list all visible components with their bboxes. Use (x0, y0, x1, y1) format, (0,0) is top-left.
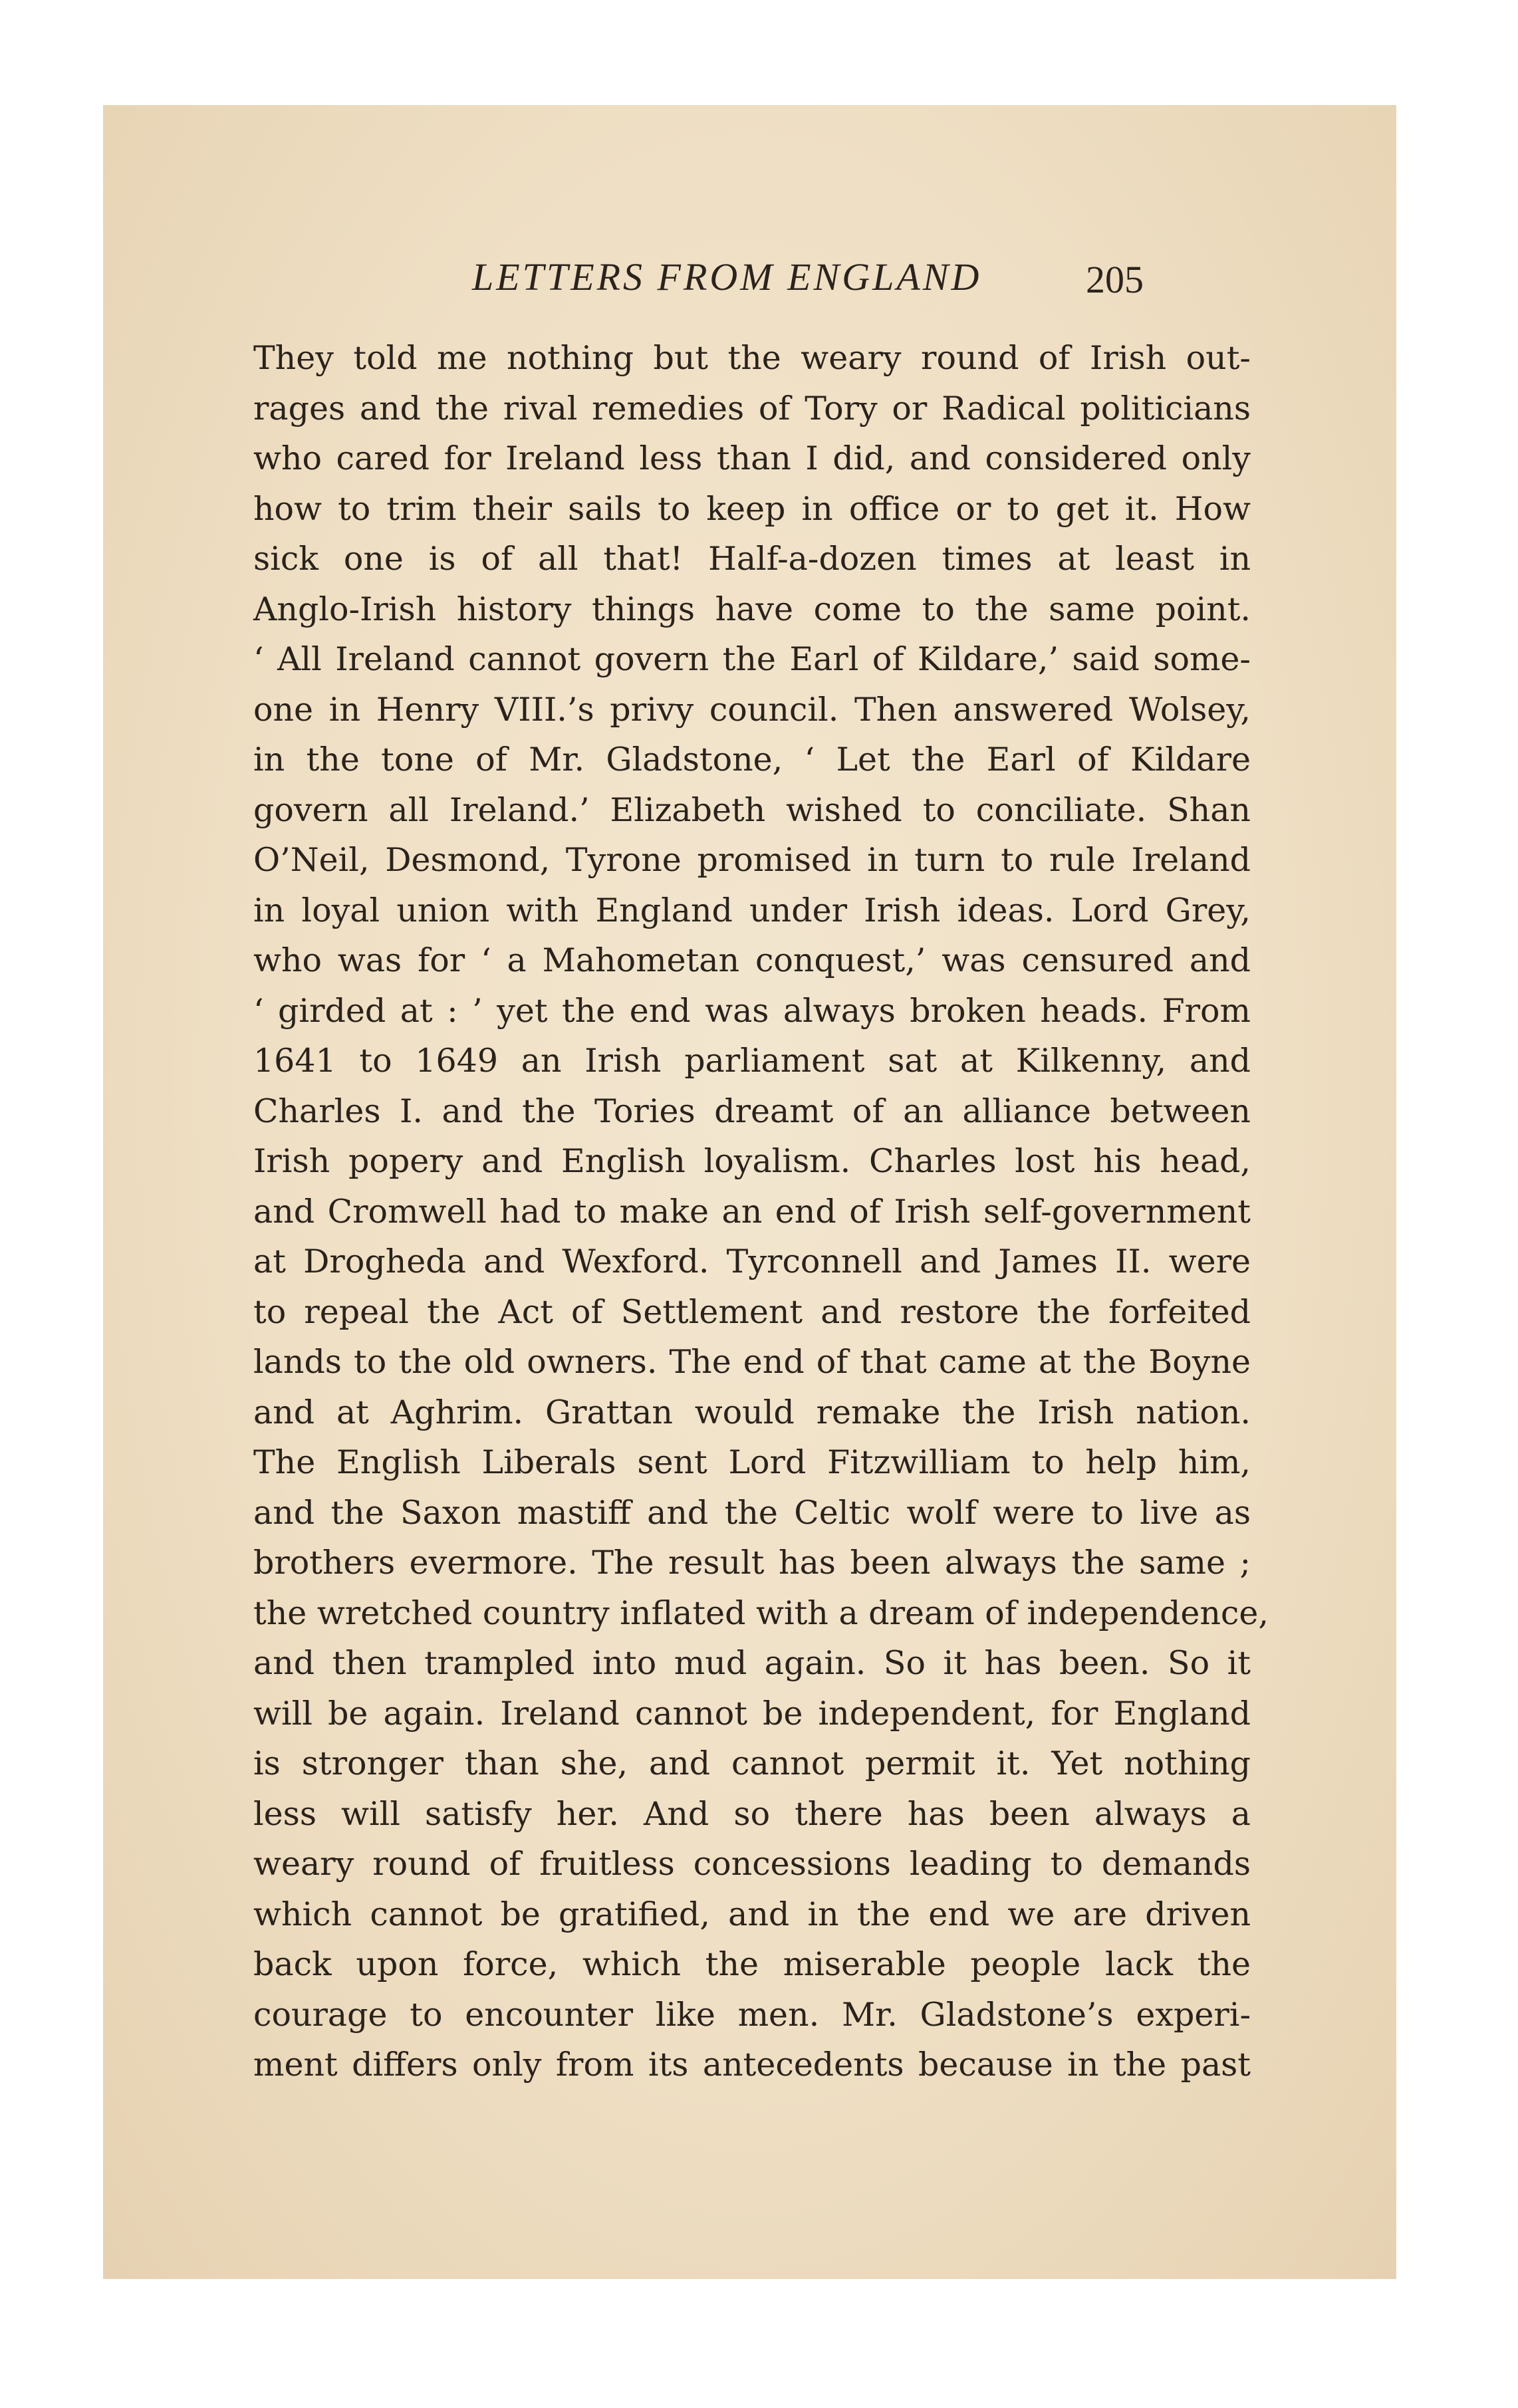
text-line: in the tone of Mr. Gladstone, ‘ Let the Earl of Kildare (253, 741, 1251, 779)
text-line: and at Aghrim. Grattan would remake the Irish nation. (253, 1393, 1251, 1431)
text-line: govern all Ireland.’ Elizabeth wished to conciliate. Shan (253, 790, 1251, 829)
text-line: ‘ girded at : ’ yet the end was always broken heads. From (253, 991, 1251, 1030)
text-line: Anglo-Irish history things have come to the same point. (253, 590, 1251, 628)
text-line: one in Henry VIII.’s privy council. Then answered Wolsey, (253, 690, 1251, 729)
text-line: and the Saxon mastiff and the Celtic wolf were to live as (253, 1493, 1251, 1532)
text-line: 1641 to 1649 an Irish parliament sat at Kilkenny, and (253, 1042, 1251, 1080)
text-line: rages and the rival remedies of Tory or Radical politicians (253, 389, 1251, 427)
text-line: ‘ All Ireland cannot govern the Earl of Kildare,’ said some- (253, 640, 1251, 678)
text-line: Charles I. and the Tories dreamt of an alliance between (253, 1092, 1251, 1130)
body-text (253, 333, 1269, 2090)
text-line: at Drogheda and Wexford. Tyrconnell and James II. were (253, 1243, 1251, 1280)
text-line: in loyal union with England under Irish ideas. Lord Grey, (253, 891, 1251, 929)
text-line: courage to encounter like men. Mr. Gladstone’s experi- (253, 1995, 1251, 2034)
text-line: The English Liberals sent Lord Fitzwilliam to help him, (253, 1443, 1251, 1481)
text-line: weary round of fruitless concessions leading to demands (253, 1845, 1251, 1883)
page-number: 205 (1086, 258, 1144, 301)
text-line: and then trampled into mud again. So it has been. So it (253, 1644, 1251, 1682)
text-line: and Cromwell had to make an end of Irish self-government (253, 1192, 1251, 1231)
text-line: brothers evermore. The result has been always the same ; (253, 1544, 1251, 1582)
text-line: will be again. Ireland cannot be independent, for England (253, 1694, 1251, 1733)
text-line: O’Neil, Desmond, Tyrone promised in turn to rule Ireland (253, 841, 1251, 879)
page-header (103, 255, 1396, 308)
text-line: who was for ‘ a Mahometan conquest,’ was censured and (253, 941, 1251, 979)
text-line: ment differs only from its antecedents because in the past (253, 2046, 1251, 2084)
text-line: back upon force, which the miserable people lack the (253, 1945, 1251, 1983)
text-line: Irish popery and English loyalism. Charles lost his head, (253, 1142, 1251, 1180)
text-line: who cared for Ireland less than I did, and considered only (253, 439, 1251, 477)
text-line: is stronger than she, and cannot permit it. Yet nothing (253, 1745, 1251, 1782)
text-line: lands to the old owners. The end of that came at the Boyne (253, 1343, 1251, 1381)
text-line: to repeal the Act of Settlement and restore the forfeited (253, 1292, 1251, 1331)
text-line: sick one is of all that! Half-a-dozen times at least in (253, 540, 1251, 578)
running-title: LETTERS FROM ENGLAND (472, 255, 982, 299)
text-line: which cannot be gratified, and in the end we are driven (253, 1895, 1251, 1933)
text-line: They told me nothing but the weary round of Irish out- (253, 339, 1251, 377)
book-page (103, 105, 1396, 2279)
text-line: how to trim their sails to keep in office or to get it. How (253, 489, 1251, 528)
text-line: less will satisfy her. And so there has been always a (253, 1794, 1251, 1833)
text-line: the wretched country inflated with a dream of independence, (253, 1594, 1269, 1632)
